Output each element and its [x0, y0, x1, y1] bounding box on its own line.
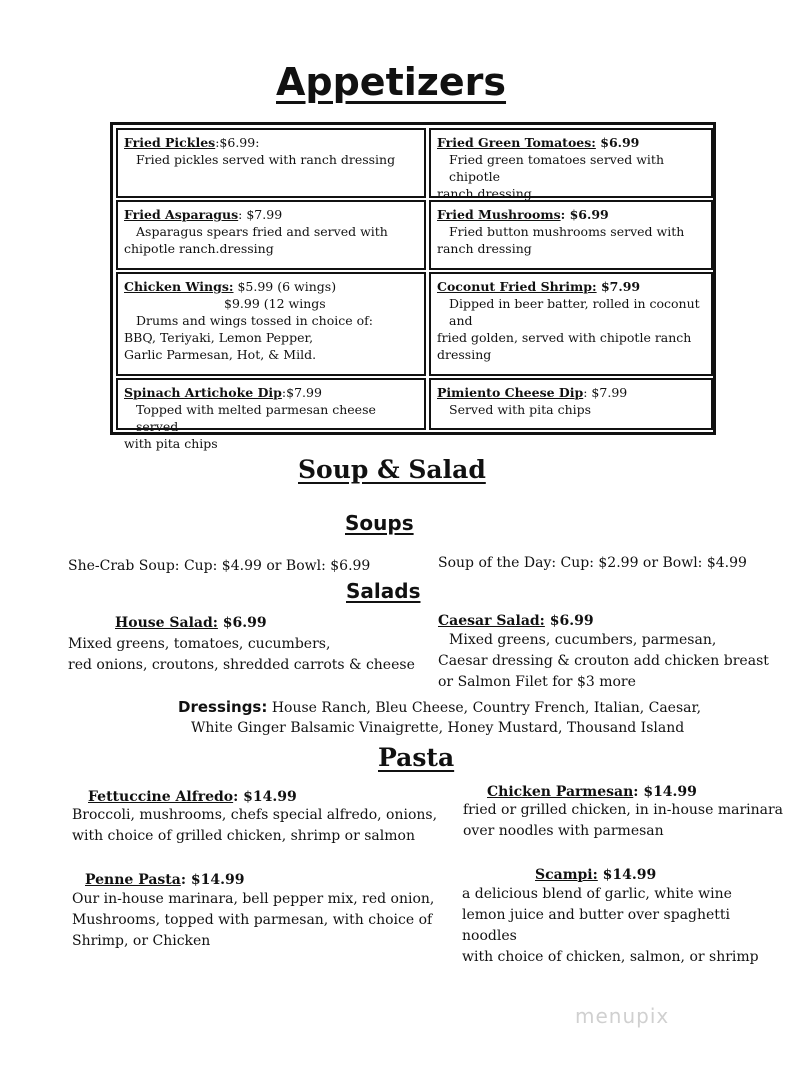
item-desc: Drums and wings tossed in choice of:: [136, 313, 373, 328]
item-price: : $6.99: [560, 207, 609, 222]
item-price: $6.99: [595, 135, 640, 150]
item-name: Chicken Wings:: [124, 279, 234, 294]
pasta-fettuccine-title: [88, 786, 297, 805]
item-desc: fried golden, served with chipotle ranch: [437, 330, 692, 345]
item-desc: Caesar dressing & crouton add chicken breast: [438, 653, 769, 669]
appetizer-fried-green-tomatoes: [429, 128, 713, 201]
pasta-heading: Pasta: [378, 743, 455, 772]
salads-heading: Salads: [346, 579, 421, 603]
item-desc: ranch dressing: [437, 241, 532, 256]
pasta-penne-desc: [72, 889, 434, 952]
house-salad-desc: [68, 634, 415, 676]
caesar-salad-title: [438, 610, 594, 629]
item-desc: Fried green tomatoes served with chipotle: [449, 152, 664, 184]
appetizer-chicken-wings: [116, 272, 426, 376]
item-desc: with choice of grilled chicken, shrimp or salmon: [72, 828, 415, 844]
item-name: Fried Mushrooms: [437, 207, 561, 222]
item-desc: red onions, croutons, shredded carrots & cheese: [68, 657, 415, 673]
item-price: $7.99: [596, 279, 641, 294]
item-desc: BBQ, Teriyaki, Lemon Pepper,: [124, 330, 314, 345]
appetizer-coconut-fried-shrimp: [429, 272, 713, 376]
item-desc: Fried pickles served with ranch dressing: [136, 152, 396, 167]
appetizers-table: [110, 122, 716, 451]
item-price: : $14.99: [180, 872, 245, 888]
item-desc: Mixed greens, tomatoes, cucumbers,: [68, 636, 331, 652]
house-salad-title: [115, 612, 267, 631]
item-desc: Fried button mushrooms served with: [449, 224, 685, 239]
item-desc: Served with pita chips: [449, 402, 592, 417]
item-price: : $7.99: [238, 207, 283, 222]
item-desc: Dipped in beer batter, rolled in coconut and: [449, 296, 700, 328]
item-desc: Mixed greens, cucumbers, parmesan,: [449, 632, 717, 648]
item-name: Penne Pasta: [85, 872, 181, 888]
pasta-penne-title: [85, 869, 244, 888]
item-name: Spinach Artichoke Dip: [124, 385, 282, 400]
appetizer-pimiento-cheese-dip: [429, 378, 713, 430]
item-desc: Topped with melted parmesan cheese served: [136, 402, 376, 434]
appetizer-fried-pickles: [116, 128, 426, 198]
item-desc: chipotle ranch.dressing: [124, 241, 274, 256]
appetizer-fried-mushrooms: [429, 200, 713, 270]
item-name: Fettuccine Alfredo: [88, 789, 234, 805]
pasta-scampi-desc: [462, 884, 789, 968]
item-desc: with pita chips: [124, 436, 218, 451]
item-name: Chicken Parmesan: [487, 784, 634, 800]
menupix-watermark: menupix: [575, 1004, 670, 1028]
pasta-chicken-parmesan-desc: [463, 800, 783, 842]
dressings-label: Dressings:: [178, 698, 268, 716]
item-price: : $7.99: [583, 385, 628, 400]
item-desc: lemon juice and butter over spaghetti noodles: [462, 907, 731, 944]
item-name: Coconut Fried Shrimp:: [437, 279, 597, 294]
item-desc: with choice of chicken, salmon, or shrimp: [462, 949, 759, 965]
pasta-chicken-parmesan-title: [487, 781, 697, 800]
appetizers-heading: Appetizers: [276, 60, 507, 104]
item-price: :$6.99:: [215, 135, 260, 150]
item-name: Fried Asparagus: [124, 207, 239, 222]
item-price: $5.99 (6 wings): [233, 279, 337, 294]
appetizer-spinach-artichoke-dip: [116, 378, 426, 451]
item-price: $14.99: [597, 867, 657, 883]
item-desc: Broccoli, mushrooms, chefs special alfredo, onions,: [72, 807, 438, 823]
item-desc: dressing: [437, 347, 492, 362]
caesar-salad-desc: [438, 630, 769, 693]
soup-she-crab: She-Crab Soup: Cup: $4.99 or Bowl: $6.99: [68, 558, 371, 574]
item-desc: Mushrooms, topped with parmesan, with choice of: [72, 912, 433, 928]
item-name: Pimiento Cheese Dip: [437, 385, 584, 400]
pasta-fettuccine-desc: [72, 805, 437, 847]
soups-heading: Soups: [345, 511, 414, 535]
item-desc: over noodles with parmesan: [463, 823, 664, 839]
item-desc: Garlic Parmesan, Hot, & Mild.: [124, 347, 317, 362]
item-price: :$7.99: [281, 385, 322, 400]
item-desc: Shrimp, or Chicken: [72, 933, 211, 949]
item-desc: Our in-house marinara, bell pepper mix, red onion,: [72, 891, 435, 907]
item-name: Caesar Salad:: [438, 613, 545, 629]
pasta-scampi-title: [535, 864, 656, 883]
item-price: : $14.99: [233, 789, 297, 805]
item-name: Fried Green Tomatoes:: [437, 135, 596, 150]
item-desc: Asparagus spears fried and served with: [136, 224, 388, 239]
item-price: : $14.99: [633, 784, 697, 800]
item-desc: fried or grilled chicken, in in-house marinara: [463, 802, 784, 818]
dressings-list-1: House Ranch, Bleu Cheese, Country French, Italian, Caesar,: [267, 700, 702, 716]
item-desc: a delicious blend of garlic, white wine: [462, 886, 732, 902]
dressings-line-1: [178, 697, 701, 719]
item-desc: or Salmon Filet for $3 more: [438, 674, 636, 690]
item-price-alt: $9.99 (12 wings: [224, 296, 326, 311]
appetizer-fried-asparagus: [116, 200, 426, 270]
soup-salad-heading: Soup & Salad: [298, 455, 486, 484]
item-name: Fried Pickles: [124, 135, 216, 150]
item-desc: ranch dressing: [437, 186, 532, 201]
item-name: Scampi:: [535, 867, 598, 883]
dressings-line-2: White Ginger Balsamic Vinaigrette, Honey Mustard, Thousand Island: [191, 720, 685, 736]
soup-of-the-day: Soup of the Day: Cup: $2.99 or Bowl: $4.99: [438, 555, 747, 571]
item-price: $6.99: [544, 613, 594, 629]
item-name: House Salad:: [115, 615, 218, 631]
item-price: $6.99: [217, 615, 267, 631]
